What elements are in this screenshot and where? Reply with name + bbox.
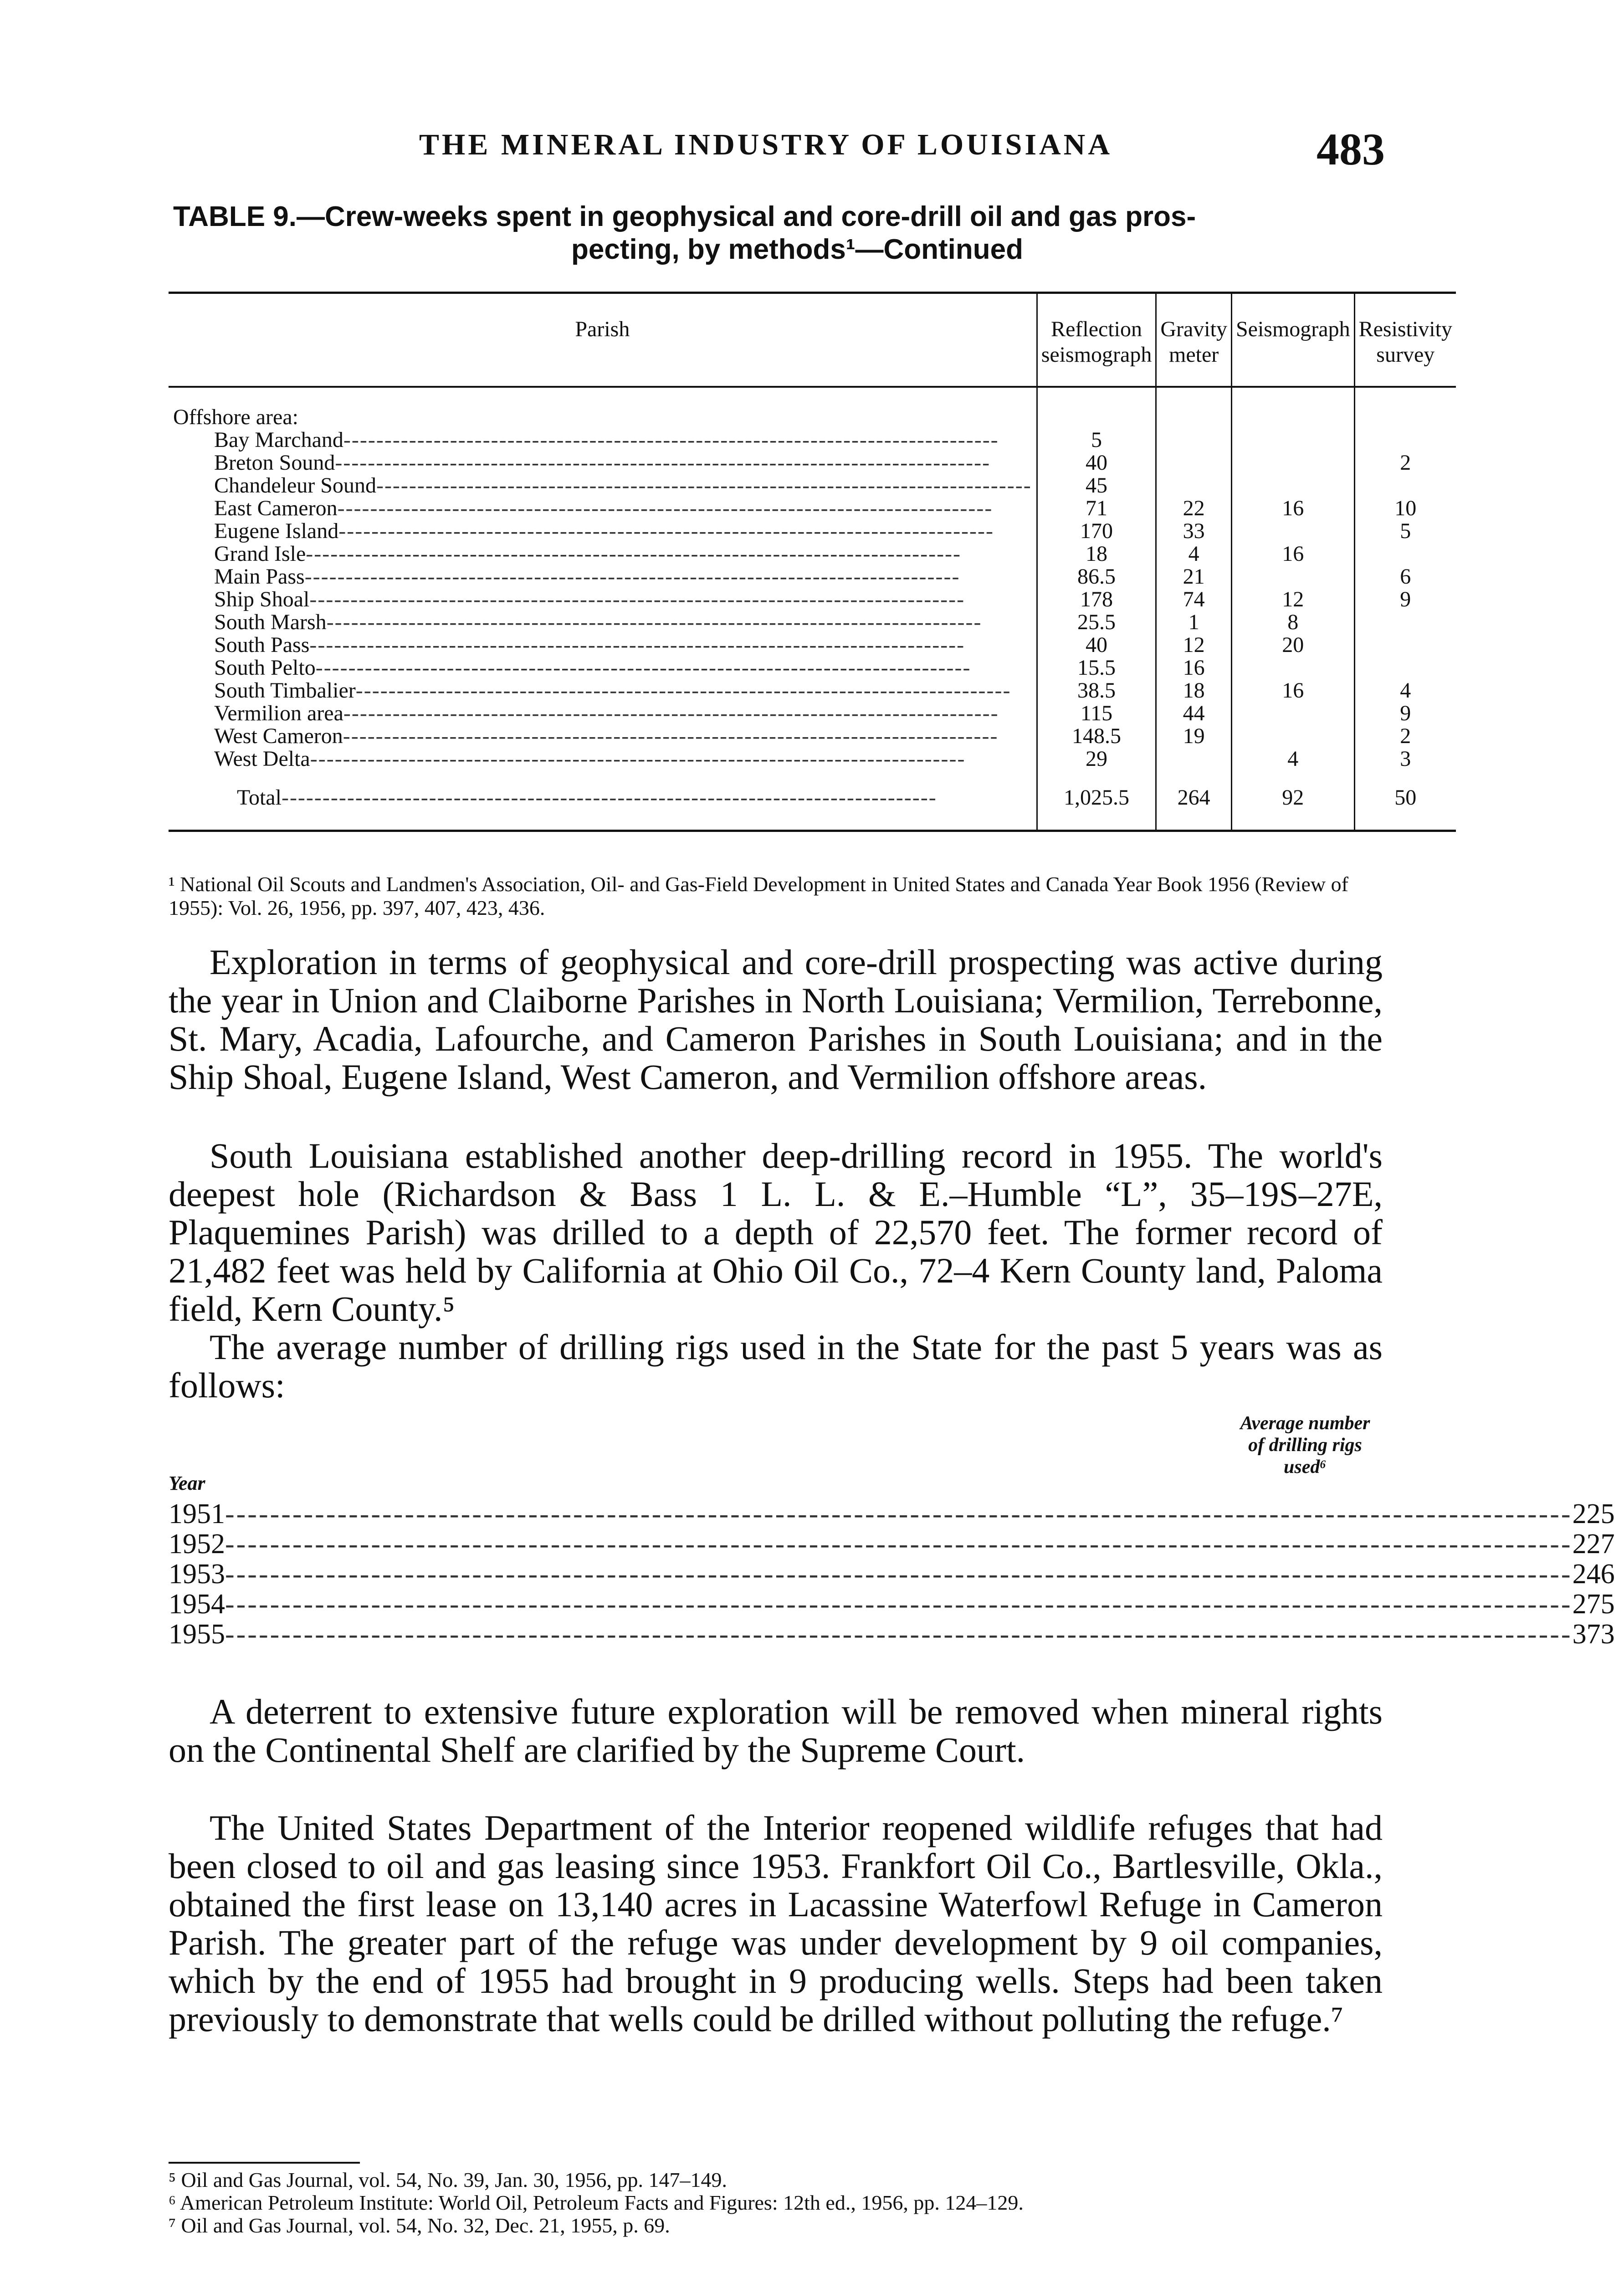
cell-reflection: 38.5 (1037, 679, 1156, 702)
rigs-rows (169, 1498, 1615, 1650)
parish-name (169, 565, 1037, 588)
footnote-5: ⁵ Oil and Gas Journal, vol. 54, No. 39, Jan. 30, 1956, pp. 147–149. (169, 2168, 727, 2191)
cell-reflection: 170 (1037, 520, 1156, 543)
row-label: West Delta (214, 747, 310, 771)
cell-gravity: 4 (1156, 543, 1232, 565)
cell-gravity: 74 (1156, 588, 1232, 611)
parish-name (169, 725, 1037, 748)
table-footnote: ¹ National Oil Scouts and Landmen's Association, Oil- and Gas-Field Development in United States and Canada Year Book 1956 (Review of 1955): Vol. 26, 1956, pp. 397, 407, 423, 436. (169, 872, 1348, 919)
table-caption (173, 200, 1385, 266)
group-label: Offshore area: (173, 405, 298, 429)
rig-count: 227 (1572, 1529, 1615, 1560)
parish-name (169, 657, 1037, 679)
cell-gravity: 16 (1156, 657, 1232, 679)
table-cell (1037, 387, 1156, 429)
parish-name (169, 748, 1037, 770)
row-label: Bay Marchand (214, 428, 343, 452)
table-cell (1156, 387, 1232, 429)
cell-reflection: 115 (1037, 702, 1156, 725)
row-label: Breton Sound (214, 451, 335, 475)
table-row (169, 634, 1456, 657)
cell-gravity: 22 (1156, 497, 1232, 520)
cell-reflection: 148.5 (1037, 725, 1156, 748)
rig-count: 246 (1572, 1559, 1615, 1590)
row-label: Eugene Island (214, 519, 339, 543)
parish-name (169, 474, 1037, 497)
parish-name (169, 588, 1037, 611)
cell-resistivity: 2 (1354, 725, 1456, 748)
rig-year: 1955 (169, 1619, 225, 1650)
parish-name (169, 611, 1037, 634)
cell-resistivity: 9 (1354, 588, 1456, 611)
column-header-resistivity: Resistivity survey (1354, 293, 1456, 387)
rigs-year-header: Year (169, 1472, 205, 1494)
cell-resistivity: 3 (1354, 748, 1456, 770)
cell-resistivity (1354, 611, 1456, 634)
cell-gravity (1156, 474, 1232, 497)
cell-resistivity: 6 (1354, 565, 1456, 588)
row-label: East Cameron (214, 496, 338, 520)
parish-name (169, 543, 1037, 565)
cell-seismograph (1231, 725, 1354, 748)
dot-leader: ------------------------------------------------------------------------------------------------------------------------ (225, 1498, 1573, 1529)
row-label: South Timbalier (214, 678, 356, 703)
cell-seismograph: 16 (1231, 543, 1354, 565)
parish-name (169, 702, 1037, 725)
row-label: Total (237, 785, 282, 810)
paragraph-deterrent (169, 1693, 1383, 1769)
cell-seismograph: 4 (1231, 748, 1354, 770)
crew-weeks-table (169, 292, 1456, 832)
rig-year: 1952 (169, 1529, 225, 1560)
dot-leader: -------------------------------------------------------------------------------- (310, 747, 966, 771)
dot-leader: -------------------------------------------------------------------------------- (355, 678, 1011, 703)
footnote-7: ⁷ Oil and Gas Journal, vol. 54, No. 32, Dec. 21, 1955, p. 69. (169, 2214, 670, 2237)
table-cell (1231, 387, 1354, 429)
cell-seismograph: 16 (1231, 679, 1354, 702)
table-row (169, 451, 1456, 474)
paragraph-deep-drilling (169, 1137, 1383, 1328)
parish-name (169, 679, 1037, 702)
page-number: 483 (1317, 124, 1385, 174)
dot-leader: -------------------------------------------------------------------------------- (306, 542, 962, 566)
table-total-row (169, 770, 1456, 831)
dot-leader: -------------------------------------------------------------------------------- (304, 564, 960, 589)
cell-reflection: 29 (1037, 748, 1156, 770)
rigs-row (169, 1619, 1615, 1650)
dot-leader: -------------------------------------------------------------------------------- (315, 656, 971, 680)
column-header-seismograph: Seismograph (1231, 293, 1354, 387)
cell-gravity (1156, 451, 1232, 474)
parish-name (169, 520, 1037, 543)
paragraph-text: Exploration in terms of geophysical and core-drill prospecting was active during the year in Union and Claiborne Parishes in North Louisiana; Vermilion, Terrebonne, St. Mary, Acadia, Lafourche, and Cameron Parishes in South Louisiana; and in the Ship Shoal, Eugene Island, West Cameron, and Vermilion offshore areas. (169, 942, 1383, 1097)
dot-leader: ------------------------------------------------------------------------------------------------------------------------ (225, 1559, 1573, 1590)
cell-resistivity (1354, 474, 1456, 497)
cell-seismograph: 16 (1231, 497, 1354, 520)
paragraph-text: The average number of drilling rigs used in the State for the past 5 years was as follows: (169, 1327, 1383, 1405)
table-caption-line1: TABLE 9.—Crew-weeks spent in geophysical and core-drill oil and gas pros- (173, 201, 1196, 232)
column-header-parish: Parish (575, 317, 630, 341)
rig-year: 1954 (169, 1589, 225, 1620)
cell-gravity (1156, 429, 1232, 451)
dot-leader: -------------------------------------------------------------------------------- (343, 701, 999, 725)
paragraph-exploration (169, 943, 1383, 1096)
cell-resistivity: 5 (1354, 520, 1456, 543)
dot-leader: ------------------------------------------------------------------------------------------------------------------------ (225, 1529, 1573, 1560)
dot-leader: -------------------------------------------------------------------------------- (309, 587, 965, 611)
cell-resistivity (1354, 543, 1456, 565)
row-label: Ship Shoal (214, 587, 310, 611)
dot-leader: ------------------------------------------------------------------------------------------------------------------------ (225, 1589, 1573, 1620)
row-label: South Marsh (214, 610, 327, 634)
cell-reflection: 45 (1037, 474, 1156, 497)
cell-reflection: 40 (1037, 634, 1156, 657)
cell-seismograph (1231, 429, 1354, 451)
dot-leader: -------------------------------------------------------------------------------- (376, 473, 1032, 498)
cell-seismograph (1231, 565, 1354, 588)
footnotes (169, 2169, 1383, 2237)
table-group-row (169, 387, 1456, 429)
paragraph-refuges (169, 1809, 1383, 2038)
cell-resistivity (1354, 657, 1456, 679)
paragraph-text: The United States Department of the Interior reopened wildlife refuges that had been closed to oil and gas leasing since 1953. Frankfort Oil Co., Bartlesville, Okla., obtained the first lease on 13,140 acres in Lacassine Waterfowl Refuge in Cameron Parish. The greater part of the refuge was under development by 9 oil companies, which by the end of 1955 had brought in 9 producing wells. Steps had been taken previously to demonstrate that wells could be drilled without polluting the refuge.⁷ (169, 1808, 1383, 2039)
dot-leader: -------------------------------------------------------------------------------- (281, 785, 937, 810)
row-label: South Pass (214, 633, 310, 657)
row-label: South Pelto (214, 656, 316, 680)
rig-count: 225 (1572, 1498, 1615, 1529)
dot-leader: -------------------------------------------------------------------------------- (326, 610, 982, 634)
column-header-reflection: Reflection seismograph (1037, 293, 1156, 387)
footnote-6: ⁶ American Petroleum Institute: World Oil, Petroleum Facts and Figures: 12th ed., 1956, pp. 124–129. (169, 2191, 1024, 2214)
row-label: Grand Isle (214, 542, 306, 566)
parish-name (169, 634, 1037, 657)
table-row (169, 429, 1456, 451)
parish-name (169, 497, 1037, 520)
cell-gravity (1156, 748, 1232, 770)
parish-name (169, 429, 1037, 451)
cell-resistivity: 9 (1354, 702, 1456, 725)
table-cell (1354, 387, 1456, 429)
cell-reflection: 5 (1037, 429, 1156, 451)
cell-reflection: 86.5 (1037, 565, 1156, 588)
parish-name (169, 451, 1037, 474)
cell-resistivity (1354, 634, 1456, 657)
dot-leader: -------------------------------------------------------------------------------- (335, 451, 991, 475)
cell-gravity: 44 (1156, 702, 1232, 725)
rigs-row (169, 1498, 1615, 1529)
cell-gravity: 12 (1156, 634, 1232, 657)
row-label: West Cameron (214, 724, 343, 748)
cell-seismograph: 92 (1231, 770, 1354, 831)
table-row (169, 565, 1456, 588)
cell-gravity: 19 (1156, 725, 1232, 748)
cell-seismograph: 8 (1231, 611, 1354, 634)
table-row (169, 611, 1456, 634)
table-row (169, 474, 1456, 497)
cell-reflection: 18 (1037, 543, 1156, 565)
table-row (169, 702, 1456, 725)
cell-seismograph (1231, 520, 1354, 543)
cell-seismograph (1231, 702, 1354, 725)
dot-leader: -------------------------------------------------------------------------------- (343, 428, 999, 452)
cell-seismograph (1231, 451, 1354, 474)
table-row (169, 748, 1456, 770)
dot-leader: -------------------------------------------------------------------------------- (337, 496, 993, 520)
table-row (169, 497, 1456, 520)
table-caption-line2: pecting, by methods¹—Continued (571, 234, 1023, 265)
dot-leader: ------------------------------------------------------------------------------------------------------------------------ (225, 1619, 1573, 1650)
cell-resistivity (1354, 429, 1456, 451)
table-row (169, 725, 1456, 748)
total-label (169, 770, 1037, 831)
rigs-value-header: Average number of drilling rigs used⁶ (1240, 1413, 1370, 1478)
cell-gravity: 18 (1156, 679, 1232, 702)
cell-gravity: 1 (1156, 611, 1232, 634)
cell-resistivity: 2 (1354, 451, 1456, 474)
table-header-row (169, 293, 1456, 387)
column-header-gravity: Gravity meter (1156, 293, 1232, 387)
rigs-row (169, 1589, 1615, 1620)
cell-gravity: 33 (1156, 520, 1232, 543)
row-label: Vermilion area (214, 701, 343, 725)
table-row (169, 588, 1456, 611)
paragraph-text: South Louisiana established another deep-drilling record in 1955. The world's deepest hole (Richardson & Bass 1 L. L. & E.–Humble “L”, 35–19S–27E, Plaquemines Parish) was drilled to a depth of 22,570 feet. The former record of 21,482 feet was held by California at Ohio Oil Co., 72–4 Kern County land, Paloma field, Kern County.⁵ (169, 1136, 1383, 1329)
cell-seismograph (1231, 657, 1354, 679)
rig-year: 1953 (169, 1559, 225, 1590)
cell-reflection: 25.5 (1037, 611, 1156, 634)
cell-resistivity: 50 (1354, 770, 1456, 831)
paragraph-text: A deterrent to extensive future exploration will be removed when mineral rights on the Continental Shelf are clarified by the Supreme Court. (169, 1692, 1383, 1770)
dot-leader: -------------------------------------------------------------------------------- (309, 633, 965, 657)
rigs-row (169, 1559, 1615, 1590)
rig-count: 275 (1572, 1589, 1615, 1620)
cell-gravity: 264 (1156, 770, 1232, 831)
table-row (169, 520, 1456, 543)
table-row (169, 543, 1456, 565)
paragraph-drilling-rigs (169, 1328, 1383, 1405)
cell-reflection: 40 (1037, 451, 1156, 474)
table-row (169, 657, 1456, 679)
cell-gravity: 21 (1156, 565, 1232, 588)
rig-year: 1951 (169, 1498, 225, 1529)
running-head (164, 123, 1385, 173)
cell-seismograph: 12 (1231, 588, 1354, 611)
cell-resistivity: 10 (1354, 497, 1456, 520)
footnote-rule (169, 2162, 360, 2164)
rig-count: 373 (1572, 1619, 1615, 1650)
cell-resistivity: 4 (1354, 679, 1456, 702)
cell-seismograph (1231, 474, 1354, 497)
dot-leader: -------------------------------------------------------------------------------- (338, 519, 994, 543)
row-label: Main Pass (214, 564, 305, 589)
cell-reflection: 1,025.5 (1037, 770, 1156, 831)
cell-seismograph: 20 (1231, 634, 1354, 657)
cell-reflection: 15.5 (1037, 657, 1156, 679)
row-label: Chandeleur Sound (214, 473, 376, 498)
cell-reflection: 71 (1037, 497, 1156, 520)
rigs-row (169, 1529, 1615, 1560)
table-row (169, 679, 1456, 702)
running-head-title: THE MINERAL INDUSTRY OF LOUISIANA (419, 128, 1112, 161)
dot-leader: -------------------------------------------------------------------------------- (343, 724, 999, 748)
cell-reflection: 178 (1037, 588, 1156, 611)
